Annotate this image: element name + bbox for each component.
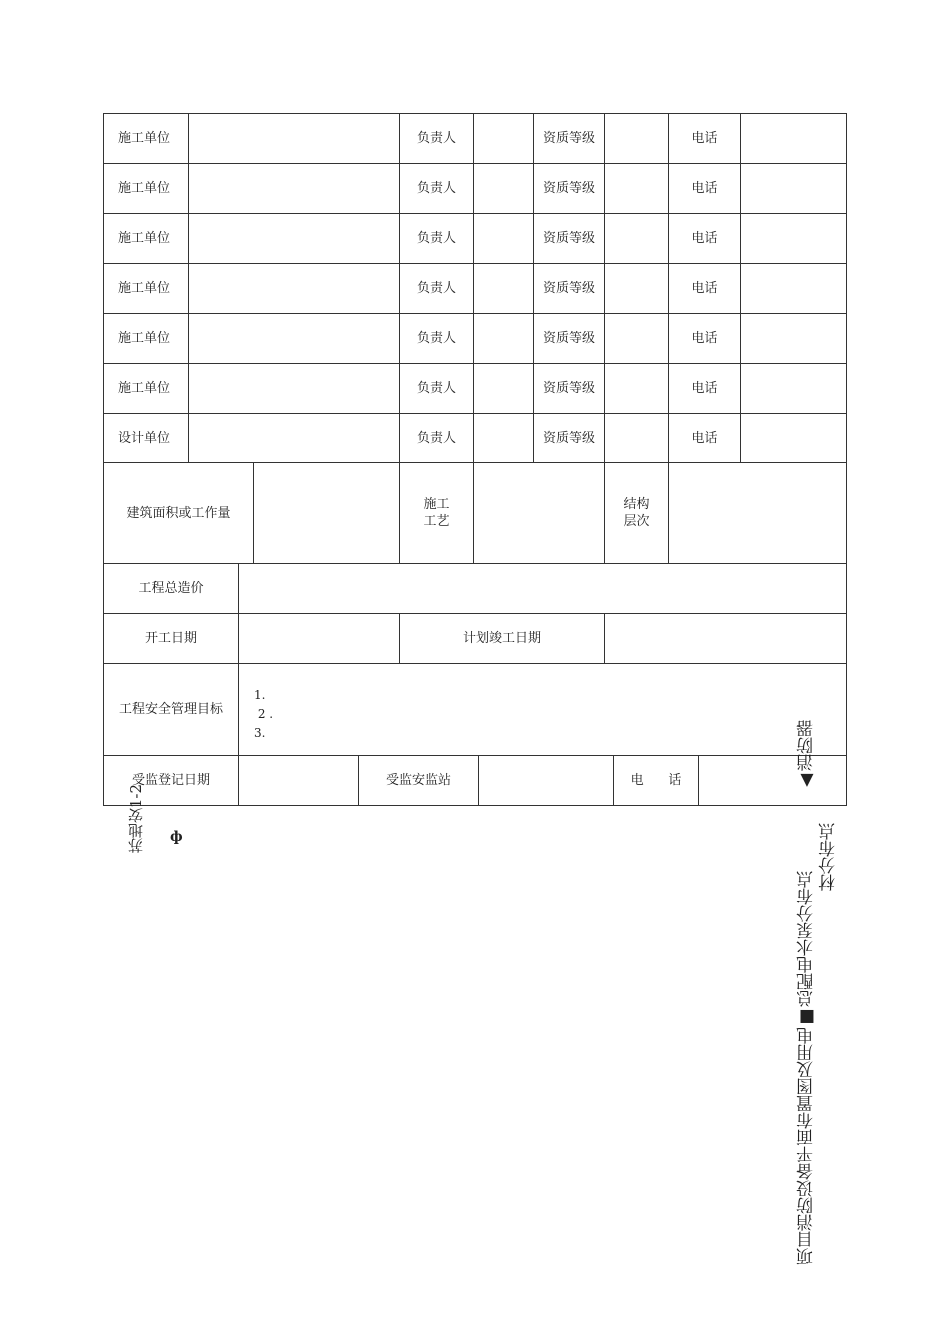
table-border-bottom (103, 805, 847, 806)
design-unit-label: 设计单位 (118, 430, 171, 446)
grade-label: 资质等级 (542, 381, 595, 396)
process-label-line2: 工艺 (423, 514, 450, 529)
structure-label-line2: 层次 (623, 514, 650, 529)
grade-label: 资质等级 (542, 231, 595, 246)
process-label-line1: 施工 (423, 497, 450, 512)
phone-label: 电话 (691, 430, 718, 446)
phone-label: 电话 (691, 231, 718, 246)
person-label: 负责人 (416, 231, 456, 246)
person-label: 负责人 (416, 281, 456, 296)
process-label (400, 463, 473, 563)
phone-label: 电话 (691, 331, 718, 346)
layout-plan-note: 项目消防设备平面布置图及用电■总配电水泵分布点 (797, 871, 817, 1265)
phone-label: 电话 (691, 131, 718, 146)
safety-goal-item: 2 . (254, 707, 274, 721)
phone-label: 电话 (691, 381, 718, 396)
grade-label: 资质等级 (542, 331, 595, 346)
grade-label: 资质等级 (542, 281, 595, 296)
margin-mark: ф (170, 829, 183, 845)
safety-goal-item: 3. (254, 726, 266, 740)
total-cost-label: 工程总造价 (138, 581, 204, 596)
unit-label: 施工单位 (118, 181, 171, 196)
table-line (238, 563, 239, 806)
person-label: 负责人 (416, 430, 456, 446)
form-code-label: 苏地安1-2 (127, 784, 145, 854)
structure-label-line1: 结构 (623, 497, 650, 512)
registration-date-label: 受监登记日期 (131, 773, 210, 788)
material-distribution-note: 材分布点 (819, 823, 839, 891)
fire-extinguisher-note: ▲消防器 (797, 720, 817, 791)
table-line (604, 613, 605, 663)
table-line (698, 755, 699, 806)
table-line (253, 462, 254, 563)
structure-label (605, 463, 668, 563)
grade-label: 资质等级 (542, 181, 595, 196)
safety-goals-list (254, 686, 273, 743)
table-line (188, 113, 189, 463)
person-label: 负责人 (416, 181, 456, 196)
table-line (668, 462, 669, 563)
registration-phone-label: 电 话 (630, 773, 682, 788)
table-border-right (846, 113, 847, 806)
unit-label: 施工单位 (118, 281, 171, 296)
table-line (473, 462, 474, 563)
safety-goal-item: 1. (254, 688, 266, 702)
unit-label: 施工单位 (118, 231, 171, 246)
phone-label: 电话 (691, 281, 718, 296)
planned-completion-label: 计划竣工日期 (462, 631, 541, 646)
unit-label: 施工单位 (118, 331, 171, 346)
person-label: 负责人 (416, 131, 456, 146)
table-line (478, 755, 479, 806)
grade-label: 资质等级 (542, 131, 595, 146)
safety-goal-label: 工程安全管理目标 (118, 702, 223, 717)
person-label: 负责人 (416, 331, 456, 346)
phone-label: 电话 (691, 181, 718, 196)
unit-label: 施工单位 (118, 381, 171, 396)
area-label: 建筑面积或工作量 (126, 505, 231, 521)
grade-label: 资质等级 (542, 430, 595, 446)
person-label: 负责人 (416, 381, 456, 396)
start-date-label: 开工日期 (144, 631, 197, 646)
unit-label: 施工单位 (118, 131, 171, 146)
supervision-station-label: 受监安监站 (385, 773, 451, 788)
table-line (473, 113, 474, 463)
table-line (604, 113, 605, 463)
table-line (740, 113, 741, 463)
